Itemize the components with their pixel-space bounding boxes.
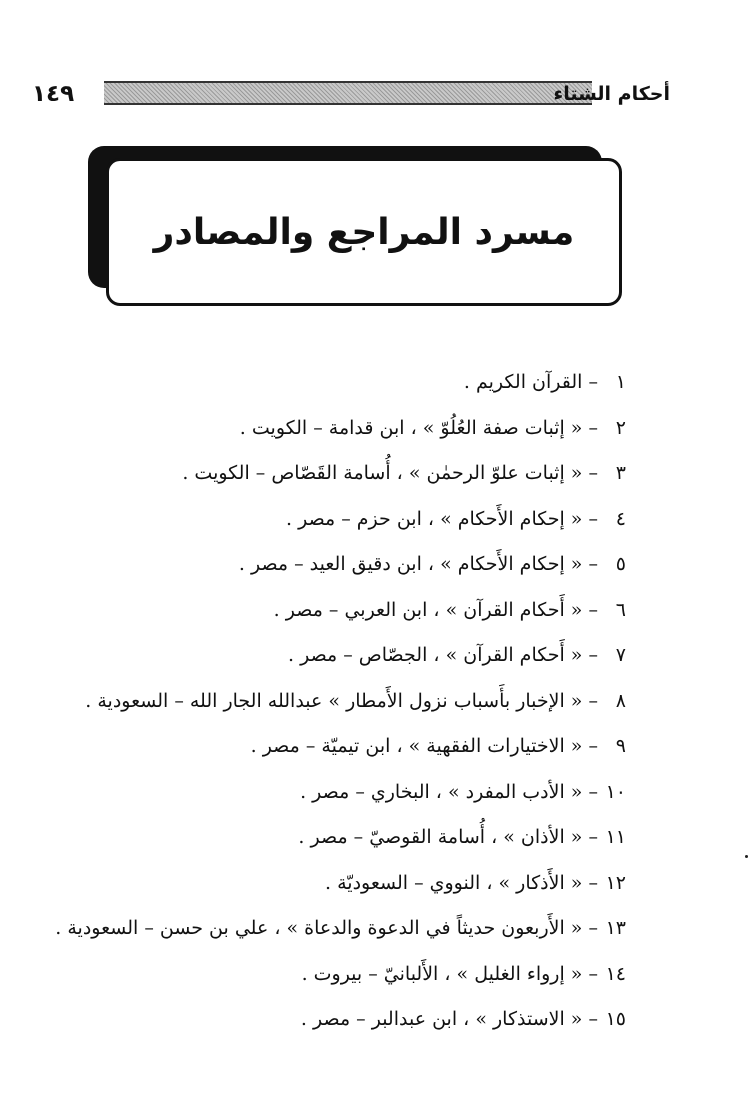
reference-text: – « إثبات صفة العُلُوّ » ، ابن قدامة – الكويت . <box>239 416 598 439</box>
reference-item <box>26 360 626 406</box>
reference-text: – « إحكام الأَحكام » ، ابن حزم – مصر . <box>286 507 598 530</box>
reference-item <box>26 451 626 497</box>
reference-text: – « الأدب المفرد » ، البخاري – مصر . <box>300 780 598 803</box>
page-number: ١٤٩ <box>32 81 75 107</box>
reference-item <box>26 679 626 725</box>
reference-number: ١٥ <box>605 1008 626 1030</box>
reference-number: ٧ <box>615 644 626 666</box>
reference-number: ١٤ <box>605 962 626 985</box>
reference-item <box>26 542 626 588</box>
reference-item <box>26 815 626 861</box>
reference-number: ٢ <box>615 416 626 439</box>
reference-text: – « إثبات علوّ الرحمٰن » ، أُسامة القَصّاص – الكويت . <box>182 462 598 484</box>
reference-text: – « الإخبار بأَسباب نزول الأَمطار » عبدالله الجار الله – السعودية . <box>85 689 598 712</box>
page-header <box>32 78 670 112</box>
reference-number: ٨ <box>615 689 626 712</box>
reference-item <box>26 997 626 1043</box>
reference-text: – « الاستذكار » ، ابن عبدالبر – مصر . <box>300 1008 598 1030</box>
reference-number: ٦ <box>615 598 626 621</box>
reference-item <box>26 861 626 907</box>
reference-number: ٥ <box>615 553 626 575</box>
reference-number: ١٣ <box>605 917 626 939</box>
reference-item <box>26 724 626 770</box>
reference-number: ١٢ <box>605 871 626 894</box>
reference-text: – « الأَذكار » ، النووي – السعوديّة . <box>325 871 598 894</box>
reference-number: ١٠ <box>605 780 626 803</box>
title-box <box>106 158 622 306</box>
reference-item <box>26 406 626 452</box>
reference-item <box>26 906 626 952</box>
reference-number: ٤ <box>615 507 626 530</box>
reference-text: – « الاختيارات الفقهية » ، ابن تيميّة – مصر . <box>250 735 598 757</box>
reference-item <box>26 588 626 634</box>
reference-item <box>26 633 626 679</box>
reference-text: – القرآن الكريم . <box>463 371 598 393</box>
reference-text: – « أَحكام القرآن » ، ابن العربي – مصر . <box>273 598 598 621</box>
title-frame <box>88 146 626 310</box>
reference-number: ٣ <box>615 462 626 484</box>
reference-text: – « إحكام الأَحكام » ، ابن دقيق العيد – مصر . <box>238 553 598 575</box>
reference-number: ١ <box>615 371 626 393</box>
running-title: أحكام الشتاء <box>553 83 670 105</box>
reference-text: – « إرواء الغليل » ، الأَلبانيّ – بيروت . <box>301 962 598 985</box>
reference-number: ١١ <box>605 826 626 848</box>
reference-number: ٩ <box>615 735 626 757</box>
reference-text: – « الأَربعون حديثاً في الدعوة والدعاة » ، علي بن حسن – السعودية . <box>55 917 598 939</box>
reference-item <box>26 497 626 543</box>
reference-item <box>26 952 626 998</box>
reference-item <box>26 770 626 816</box>
page-title: مسرد المراجع والمصادر <box>153 211 575 253</box>
reference-list <box>26 360 626 1043</box>
reference-text: – « الأذان » ، أُسامة القوصيّ – مصر . <box>298 826 598 848</box>
margin-dot <box>745 855 748 858</box>
reference-text: – « أَحكام القرآن » ، الجصّاص – مصر . <box>288 644 598 666</box>
header-rule <box>104 81 592 105</box>
